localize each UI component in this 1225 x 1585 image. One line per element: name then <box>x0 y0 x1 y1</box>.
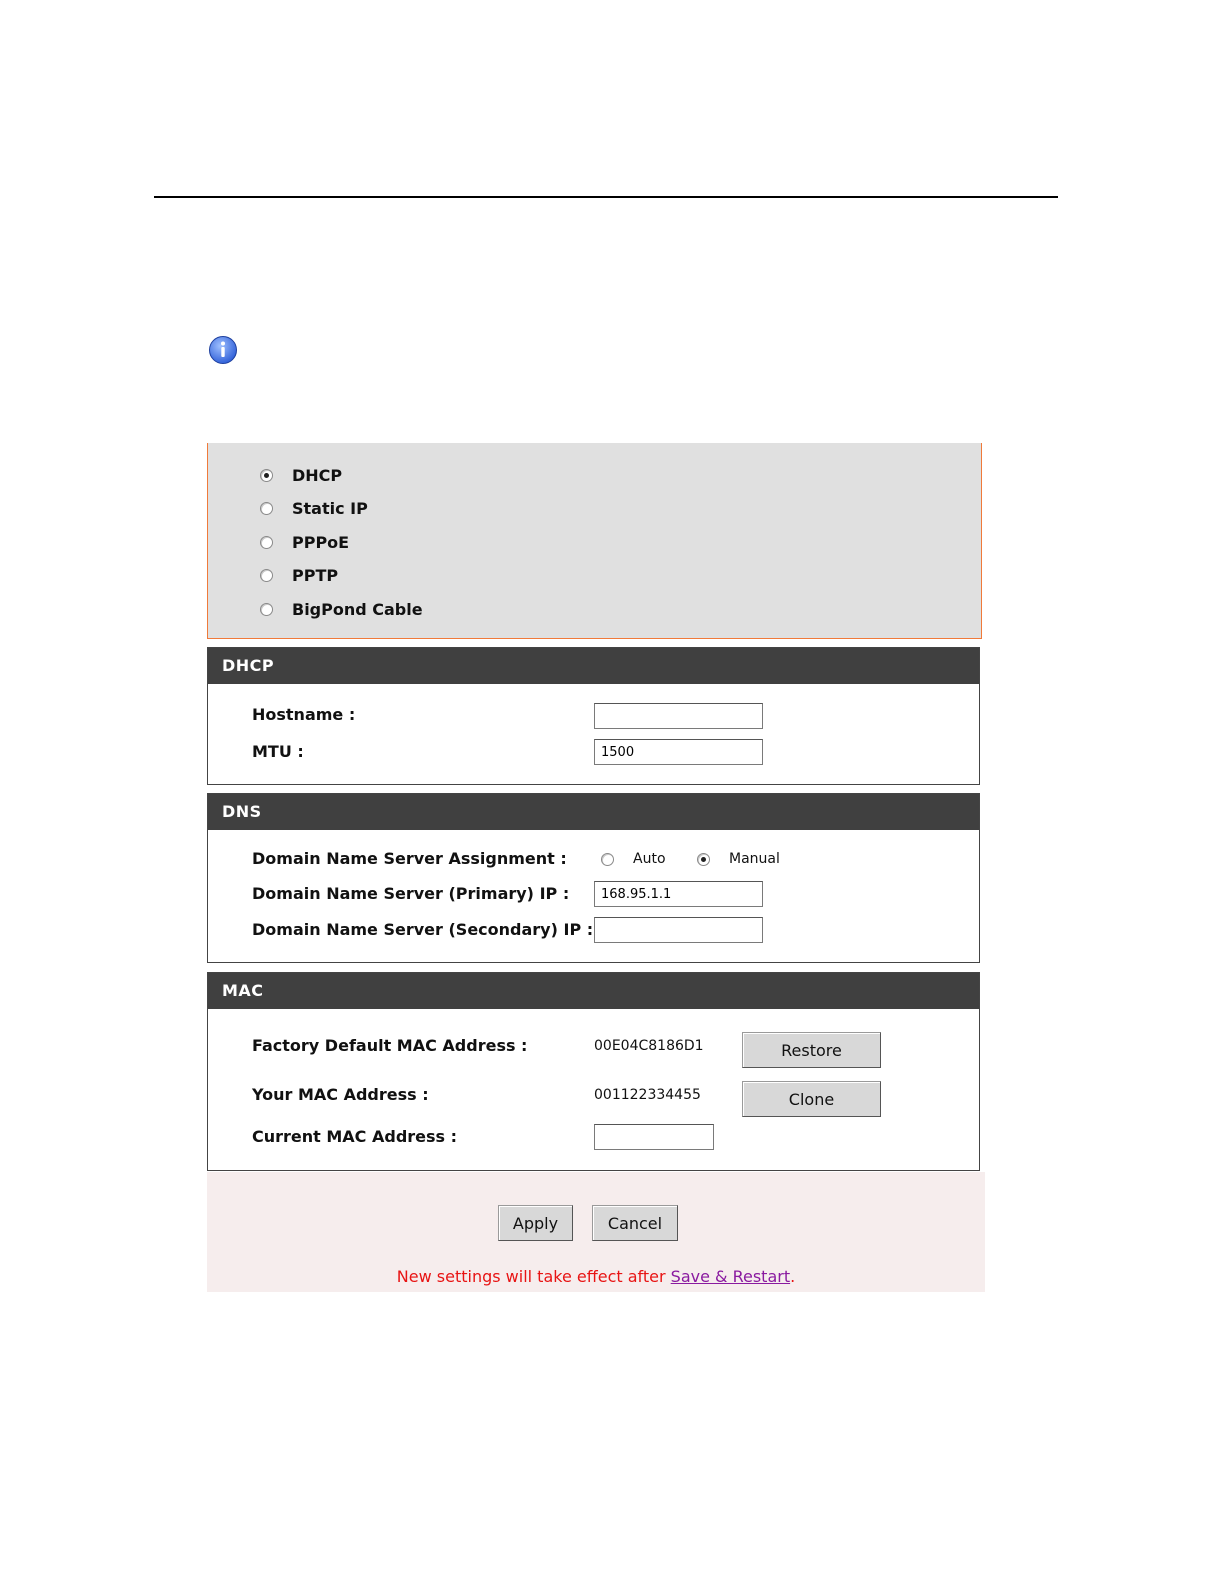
dns-auto-option[interactable] <box>601 851 666 867</box>
footer-area <box>207 1172 985 1292</box>
radio-label: PPTP <box>292 565 339 585</box>
dhcp-section-title: DHCP <box>208 648 979 684</box>
mac-section <box>207 972 980 1171</box>
radio-label: Static IP <box>292 498 368 518</box>
dns-secondary-input[interactable] <box>594 917 763 943</box>
your-mac-value: 001122334455 <box>594 1087 701 1103</box>
mtu-input[interactable] <box>594 739 763 765</box>
cancel-button[interactable]: Cancel <box>592 1205 678 1241</box>
hostname-input[interactable] <box>594 703 763 729</box>
radio-button[interactable] <box>260 536 273 549</box>
restart-notice <box>207 1267 985 1286</box>
radio-dhcp[interactable] <box>260 463 342 487</box>
dhcp-section <box>207 647 980 785</box>
radio-label: Auto <box>633 851 666 867</box>
radio-static-ip[interactable] <box>260 496 368 520</box>
current-mac-label: Current MAC Address : <box>252 1127 458 1146</box>
current-mac-input[interactable] <box>594 1124 714 1150</box>
radio-label: BigPond Cable <box>292 599 423 619</box>
dns-primary-input[interactable] <box>594 881 763 907</box>
radio-button[interactable] <box>260 502 273 515</box>
radio-button[interactable] <box>697 853 710 866</box>
clone-button[interactable]: Clone <box>742 1081 881 1117</box>
factory-mac-label: Factory Default MAC Address : <box>252 1036 528 1055</box>
mtu-label: MTU : <box>252 742 304 761</box>
radio-label: DHCP <box>292 465 343 485</box>
dns-assignment-label: Domain Name Server Assignment : <box>252 849 567 868</box>
radio-button[interactable] <box>260 469 273 482</box>
restore-button[interactable]: Restore <box>742 1032 881 1068</box>
dns-primary-label: Domain Name Server (Primary) IP : <box>252 884 570 903</box>
dns-manual-option[interactable] <box>697 851 780 867</box>
your-mac-label: Your MAC Address : <box>252 1085 429 1104</box>
dns-section <box>207 793 980 963</box>
radio-bigpond-cable[interactable] <box>260 597 423 621</box>
factory-mac-value: 00E04C8186D1 <box>594 1038 704 1054</box>
save-restart-link[interactable]: Save & Restart <box>670 1267 791 1286</box>
notice-text: New settings will take effect after <box>396 1267 671 1286</box>
radio-pptp[interactable] <box>260 563 338 587</box>
radio-label: Manual <box>729 851 780 867</box>
connection-type-panel <box>207 443 982 639</box>
hostname-label: Hostname : <box>252 705 356 724</box>
radio-button[interactable] <box>260 603 273 616</box>
dns-section-title: DNS <box>208 794 979 830</box>
dns-secondary-label: Domain Name Server (Secondary) IP : <box>252 920 594 939</box>
notice-end: . <box>790 1267 796 1286</box>
top-divider <box>154 196 1058 198</box>
radio-pppoe[interactable] <box>260 530 349 554</box>
radio-label: PPPoE <box>292 532 350 552</box>
radio-button[interactable] <box>260 569 273 582</box>
apply-button[interactable]: Apply <box>498 1205 573 1241</box>
mac-section-title: MAC <box>208 973 979 1009</box>
radio-button[interactable] <box>601 853 614 866</box>
info-icon <box>208 335 238 365</box>
